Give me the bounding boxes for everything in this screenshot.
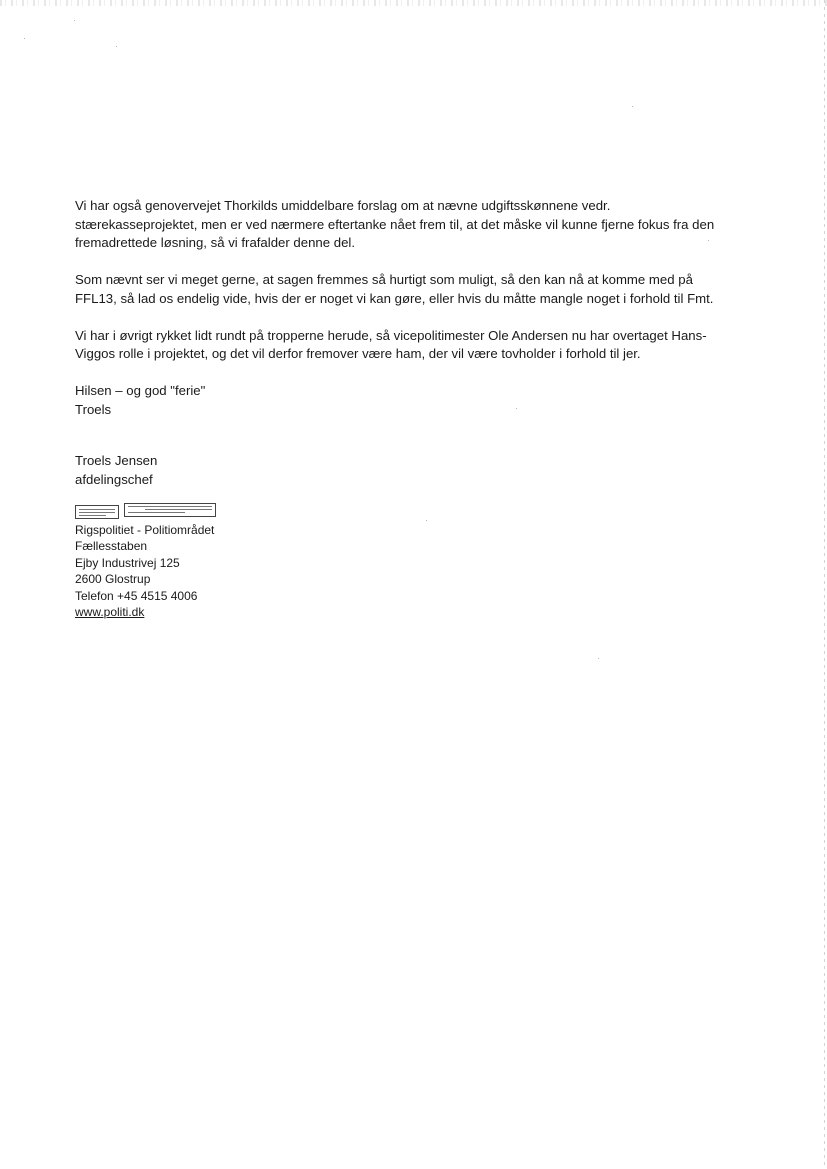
address-org: Rigspolitiet - Politiområdet bbox=[75, 523, 215, 537]
scan-speck bbox=[74, 20, 75, 21]
text-line: FFL13, så lad os endelig vide, hvis der er noget vi kan gøre, eller hvis du måtte mangle noget i forhold til Fmt. bbox=[75, 290, 714, 306]
text-line: fremadrettede løsning, så vi frafalder denne del. bbox=[75, 235, 356, 250]
text-line: Vi har også genovervejet Thorkilds umiddelbare forslag om at nævne udgiftsskønnene vedr. bbox=[75, 198, 611, 213]
text-line: Viggos rolle i projektet, og det vil derfor fremover være ham, der vil være tovholder i forhold til jer. bbox=[75, 346, 641, 361]
scan-speck bbox=[24, 38, 25, 39]
paragraph-ffl13 bbox=[75, 271, 755, 308]
signature-block bbox=[75, 452, 157, 489]
address-unit: Fællesstaben bbox=[75, 539, 148, 554]
text-line: Vi har i øvrigt rykket lidt rundt på tropperne herude, så vicepolitimester Ole Andersen nu har overtaget Hans- bbox=[75, 327, 707, 343]
scan-edge-right bbox=[824, 0, 825, 1169]
police-logo-image bbox=[75, 505, 119, 519]
greeting-line: Hilsen – og god "ferie" bbox=[75, 383, 206, 398]
scan-speck bbox=[632, 106, 633, 107]
address-block bbox=[75, 522, 214, 620]
scan-speck bbox=[426, 520, 427, 521]
sender-first-name: Troels bbox=[75, 401, 112, 417]
rigspolitiet-logo-image bbox=[124, 503, 216, 517]
signature-name: Troels Jensen bbox=[75, 453, 158, 468]
website-link[interactable]: www.politi.dk bbox=[75, 605, 145, 620]
paragraph-tovholder bbox=[75, 327, 755, 364]
paragraph-fokus bbox=[75, 197, 755, 253]
address-city: 2600 Glostrup bbox=[75, 572, 151, 587]
scan-speck bbox=[116, 46, 117, 47]
address-street: Ejby Industrivej 125 bbox=[75, 555, 180, 570]
scan-edge-top bbox=[0, 0, 827, 6]
text-line: Som nævnt ser vi meget gerne, at sagen fremmes så hurtigt som muligt, så den kan nå at komme med på bbox=[75, 272, 693, 287]
letter-body bbox=[75, 197, 755, 438]
text-line: stærekasseprojektet, men er ved nærmere eftertanke nået frem til, at det måske vil kunne fjerne fokus fra den bbox=[75, 216, 715, 232]
paragraph-greeting bbox=[75, 382, 755, 419]
signature-title: afdelingschef bbox=[75, 471, 153, 487]
address-phone: Telefon +45 4515 4006 bbox=[75, 588, 198, 603]
scan-speck bbox=[598, 658, 599, 659]
